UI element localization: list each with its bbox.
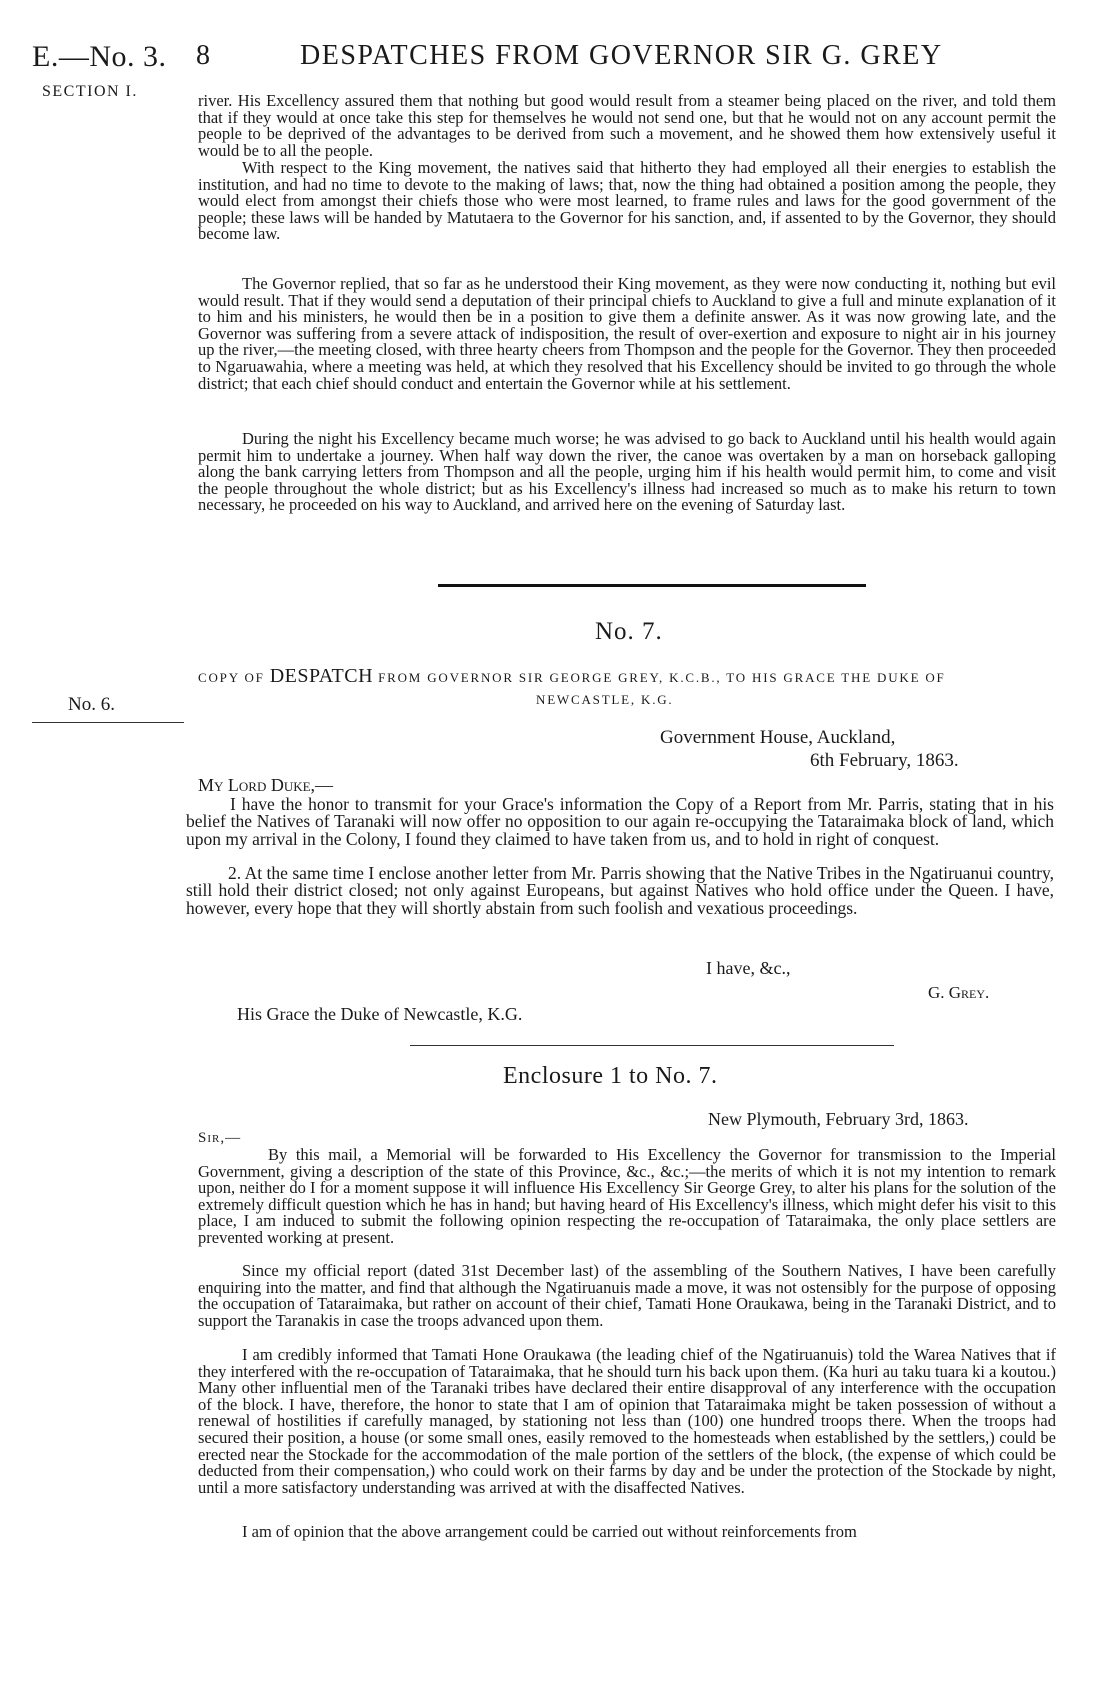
subtitle-despatch-word: DESPATCH [269,665,374,687]
salutation: My Lord Duke,— [198,775,334,795]
continued-paragraph: The Governor replied, that so far as he understood their King movement, as they were now conducting it, nothing but evil would result. That if they would send a deputation of their principal chiefs to Auckland to give a full and minute explanation of it to him and his ministers, he would then be in a position to give them a definite answer. As it was now growing late, and the Governor was suffering from a severe attack of indisposition, the result of over-exertion and exposure to night air in his journey up the river,—the meeting closed, with three hearty cheers from Thompson and the people for the Governor. They then proceeded to Ngaruawahia, where a meeting was held, at which they resolved that his Excellency should be invited to go through the whole district; that each chief should conduct and entertain the Governor while at his settlement. [198,274,1056,393]
section-label: SECTION I. [42,83,138,100]
subtitle-prefix: COPY OF [198,670,265,685]
page-number: 8 [196,40,210,71]
document-reference: E.—No. 3. [32,40,167,73]
enclosure-salutation: Sir,— [198,1130,242,1146]
margin-reference: No. 6. [68,694,115,715]
margin-rule [32,722,184,723]
enclosure-heading: Enclosure 1 to No. 7. [503,1063,718,1089]
despatch-heading: No. 7. [595,618,663,645]
despatch-subtitle [198,665,1056,688]
addressee: His Grace the Duke of Newcastle, K.G. [237,1004,523,1024]
page-title: DESPATCHES FROM GOVERNOR SIR G. GREY [300,40,943,71]
closing: I have, &c., [706,958,791,978]
subtitle-rest: FROM GOVERNOR SIR GEORGE GREY, K.C.B., TO HIS GRACE THE DUKE OF [378,670,946,685]
enclosure-paragraph: By this mail, a Memorial will be forwarded to His Excellency the Governor for transmission to the Imperial Government, giving a description of the state of this Province, &c., &c.;—the merits of which it is not my intention to remark upon, neither do I for a moment suppose it will influence His Excellency Sir George Grey, to alter his plans for the solution of the extremely difficult question which he has in hand; but having heard of His Excellency's illness, which might defer his visit to this place, I am induced to submit the following opinion respecting the re-occupation of Tataraimaka, the only place settlers are prevented working at present. [198,1145,1056,1247]
address-line: Government House, Auckland, [660,727,896,748]
continued-paragraph: river. His Excellency assured them that nothing but good would result from a steamer being placed on the river, and told them that if they would at once take this step for themselves he would not send one, but that he would not on any account permit the people to be deprived of the advantages to be derived from such a movement, and he showed them how extensively useful it would be to all the people. [198,91,1056,160]
address-date: 6th February, 1863. [810,750,959,771]
despatch-subtitle-line2: NEWCASTLE, K.G. [536,692,674,707]
enclosure-place-date: New Plymouth, February 3rd, 1863. [708,1109,969,1129]
despatch-paragraph: 2. At the same time I enclose another letter from Mr. Parris showing that the Native Tribes in the Ngatiruanui country, still hold their district closed; not only against Europeans, but against Natives who hold office under the Queen. I have, however, every hope that they will shortly abstain from such foolish and vexatious proceedings. [186,863,1054,918]
enclosure-paragraph: Since my official report (dated 31st December last) of the assembling of the Southern Natives, I have been carefully enquiring into the matter, and find that although the Ngatiruanuis made a move, it was not ostensibly for the purpose of opposing the occupation of Tataraimaka, but rather on account of their chief, Tamati Hone Oraukawa, being in the Taranaki District, and to support the Taranakis in case the troops advanced upon them. [198,1261,1056,1330]
continued-paragraph: During the night his Excellency became much worse; he was advised to go back to Auckland until his health would again permit him to undertake a journey. When half way down the river, the canoe was overtaken by a man on horseback galloping along the bank carrying letters from Thompson and all the people, urging him if his health would permit him, to come and visit the people throughout the whole district; but as his Excellency's illness had increased so much as to make his return to town necessary, he proceeded on his way to Auckland, and arrived here on the evening of Saturday last. [198,429,1056,515]
section-divider [438,584,866,587]
enclosure-paragraph: I am of opinion that the above arrangement could be carried out without reinforcements from [242,1522,857,1541]
enclosure-paragraph: I am credibly informed that Tamati Hone Oraukawa (the leading chief of the Ngatiruanuis) told the Warea Natives that if they interfered with the re-occupation of Tataraimaka, that he should turn his back upon them. (Ka huri au taku tuara ki a koutou.) Many other influential men of the Taranaki tribes have declared their entire disapproval of any interference with the occupation of the block. I have, therefore, the honor to state that I am of opinion that Tataraimaka might be taken possession of without a renewal of hostilities if carefully managed, by stationing not less than (100) one hundred troops there. When the troops had secured their position, a house (or some small ones, easily removed to the homesteads when established by the settlers,) could be erected near the Stockade for the accommodation of the male portion of the settlers of the block, (the expense of which could be deducted from their compensation,) who could work on their farms by day and be under the protection of the Stockade by night, until a more satisfactory understanding was arrived at with the disaffected Natives. [198,1345,1056,1497]
continued-paragraph: With respect to the King movement, the natives said that hitherto they had employed all their energies to establish the institution, and had no time to devote to the making of laws; that, now the thing had obtained a position among the people, they would elect from amongst their chiefs those who were most learned, to frame rules and laws for the good government of the people; these laws will be handed by Matutaera to the Governor for his sanction, and, if assented to by the Governor, they should become law. [198,158,1056,244]
signature: G. Grey. [928,983,990,1002]
despatch-paragraph: I have the honor to transmit for your Grace's information the Copy of a Report from Mr. Parris, stating that in his belief the Natives of Taranaki will now offer no opposition to our again re-occupying the Tataraimaka block of land, which upon my arrival in the Colony, I found they claimed to have taken from us, and to hold in right of conquest. [186,794,1054,849]
enclosure-divider [410,1045,894,1046]
